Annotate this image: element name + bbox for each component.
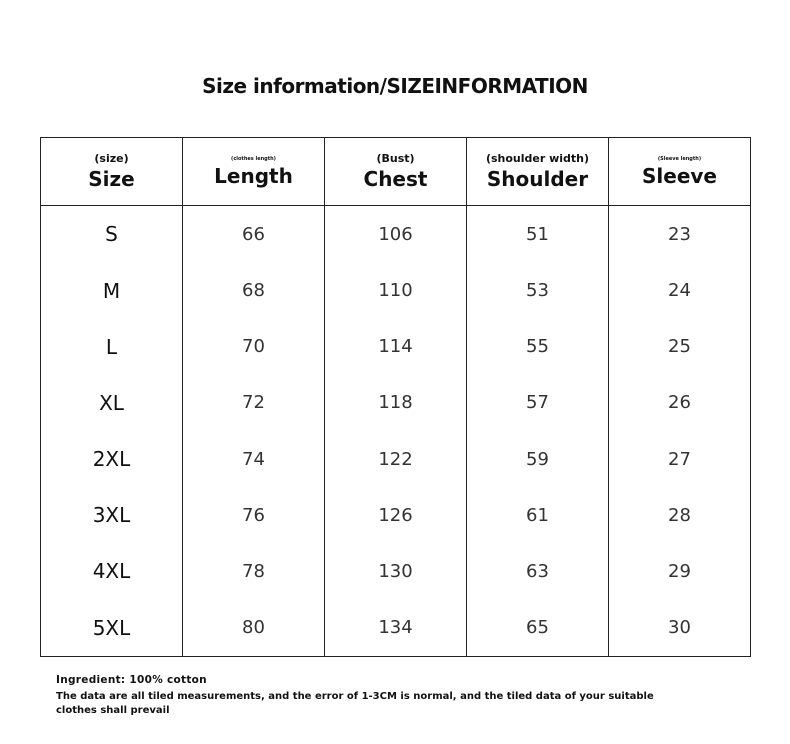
shoulder-cell: 55 [467, 319, 609, 375]
chest-cell: 110 [325, 263, 467, 319]
length-cell: 74 [183, 431, 325, 487]
header-sleeve-sublabel: (Sleeve length) [657, 155, 702, 162]
table-row [41, 599, 751, 656]
table-row [41, 206, 751, 263]
length-cell: 78 [183, 543, 325, 599]
chest-cell: 122 [325, 431, 467, 487]
size-cell: M [41, 263, 183, 319]
header-chest [325, 138, 467, 206]
shoulder-cell: 51 [467, 206, 609, 263]
size-chart-table [40, 137, 751, 657]
table-row [41, 375, 751, 431]
header-size-label: Size [88, 166, 135, 191]
size-cell: 2XL [41, 431, 183, 487]
sleeve-cell: 29 [609, 543, 751, 599]
size-cell: 5XL [41, 599, 183, 656]
chest-cell: 134 [325, 599, 467, 656]
header-length-sublabel: (clothes length) [231, 155, 276, 162]
header-length [183, 138, 325, 206]
header-sleeve [609, 138, 751, 206]
shoulder-cell: 65 [467, 599, 609, 656]
chest-cell: 118 [325, 375, 467, 431]
header-sleeve-label: Sleeve [642, 163, 717, 188]
length-cell: 68 [183, 263, 325, 319]
size-cell: XL [41, 375, 183, 431]
measurement-note: The data are all tiled measurements, and the error of 1-3CM is normal, and the tiled data of your suitable clothes shall prevail [56, 691, 654, 716]
header-shoulder [467, 138, 609, 206]
length-cell: 76 [183, 487, 325, 543]
header-shoulder-label: Shoulder [486, 166, 589, 191]
length-cell: 72 [183, 375, 325, 431]
shoulder-cell: 57 [467, 375, 609, 431]
length-cell: 80 [183, 599, 325, 656]
shoulder-cell: 53 [467, 263, 609, 319]
header-shoulder-sublabel: (shoulder width) [485, 151, 590, 165]
header-chest-sublabel: (Bust) [376, 151, 415, 165]
table-row [41, 431, 751, 487]
size-cell: 4XL [41, 543, 183, 599]
shoulder-cell: 61 [467, 487, 609, 543]
size-cell: L [41, 319, 183, 375]
table-row [41, 319, 751, 375]
header-row [41, 138, 751, 206]
table-row [41, 487, 751, 543]
table-row [41, 263, 751, 319]
shoulder-cell: 59 [467, 431, 609, 487]
chest-cell: 114 [325, 319, 467, 375]
size-cell: 3XL [41, 487, 183, 543]
length-cell: 70 [183, 319, 325, 375]
ingredient-note: Ingredient: 100% cotton [56, 674, 207, 686]
chest-cell: 126 [325, 487, 467, 543]
chest-cell: 106 [325, 206, 467, 263]
chest-cell: 130 [325, 543, 467, 599]
sleeve-cell: 27 [609, 431, 751, 487]
sleeve-cell: 28 [609, 487, 751, 543]
table-row [41, 543, 751, 599]
header-size [41, 138, 183, 206]
table-header [41, 138, 751, 206]
header-length-label: Length [214, 163, 293, 188]
size-cell: S [41, 206, 183, 263]
sleeve-cell: 25 [609, 319, 751, 375]
sleeve-cell: 24 [609, 263, 751, 319]
sleeve-cell: 26 [609, 375, 751, 431]
header-chest-label: Chest [363, 166, 428, 191]
table-body [41, 206, 751, 657]
page-title: Size information/SIZEINFORMATION [202, 74, 588, 98]
shoulder-cell: 63 [467, 543, 609, 599]
header-size-sublabel: (size) [94, 151, 129, 165]
sleeve-cell: 30 [609, 599, 751, 656]
length-cell: 66 [183, 206, 325, 263]
sleeve-cell: 23 [609, 206, 751, 263]
